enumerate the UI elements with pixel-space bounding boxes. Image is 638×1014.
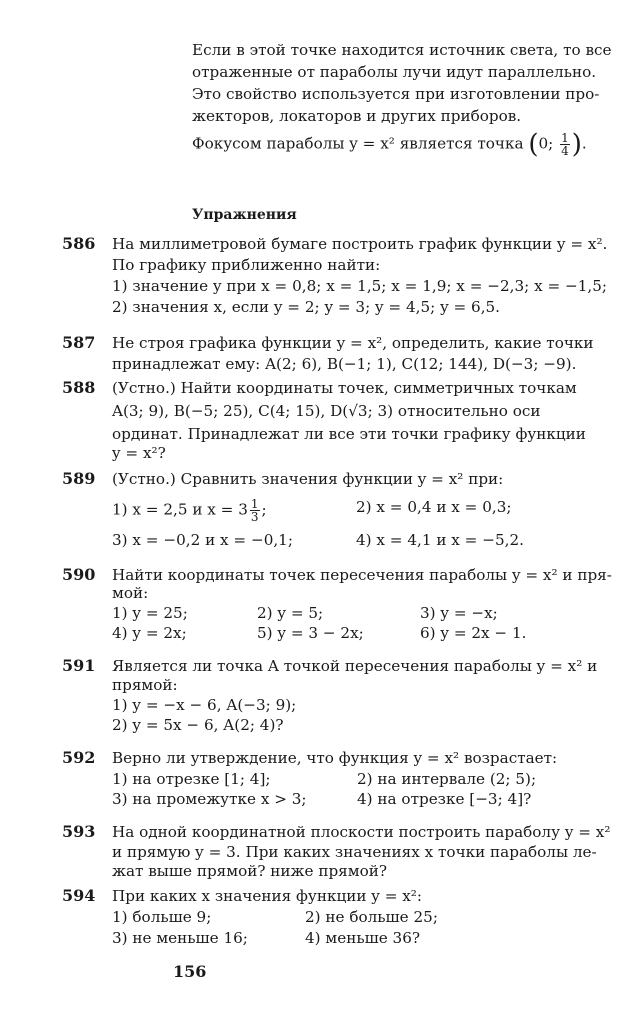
intro-line-3: Это свойство используется при изготовлении про- — [192, 85, 600, 103]
ex593-line-1: На одной координатной плоскости построить параболу y = x² — [112, 823, 611, 841]
ex589-fraction: $\frac{1}{3}$ — [250, 497, 259, 524]
ex587-line-2: принадлежат ему: A(2; 6), B(−1; 1), C(12; 144), D(−3; −9). — [112, 355, 577, 373]
ex586-line-1: На миллиметровой бумаге построить график функции y = x². — [112, 235, 608, 253]
ex590-item-1: 1) y = 25; — [112, 604, 188, 622]
ex591-line-3: 1) y = −x − 6, A(−3; 9); — [112, 696, 297, 714]
ex590-item-4: 4) y = 2x; — [112, 624, 187, 642]
ex592-item-4: 4) на отрезке [−3; 4]? — [357, 790, 532, 808]
ex591-line-1: Является ли точка A точкой пересечения параболы y = x² и — [112, 657, 598, 675]
ex592-item-3: 3) на промежутке x > 3; — [112, 790, 307, 808]
exercise-number-590: 590 — [62, 565, 96, 584]
ex587-line-1: Не строя графика функции y = x², определить, какие точки — [112, 334, 594, 352]
ex588-line-3: ординат. Принадлежат ли все эти точки графику функции — [112, 425, 586, 443]
focus-prefix: Фокусом параболы y = x² является точка — [192, 134, 524, 153]
ex589-item-2: 2) x = 0,4 и x = 0,3; — [356, 498, 512, 516]
ex590-line-1: Найти координаты точек пересечения параболы y = x² и пря- — [112, 566, 612, 584]
page-number: 156 — [173, 962, 207, 981]
section-title: Упражнения — [192, 207, 297, 223]
focus-point-start: 0; — [538, 134, 554, 153]
intro-line-1: Если в этой точке находится источник света, то все — [192, 41, 612, 59]
ex586-line-3: 1) значение y при x = 0,8; x = 1,5; x = 1,9; x = −2,3; x = −1,5; — [112, 277, 608, 295]
focus-statement: Фокусом параболы y = x² является точка (0; $\frac{1}{4}$ ). — [192, 129, 587, 160]
focus-fraction: $\frac{1}{4}$ — [561, 131, 569, 158]
ex586-line-2: По графику приближенно найти: — [112, 256, 381, 274]
ex590-item-2: 2) y = 5; — [257, 604, 324, 622]
exercise-number-587: 587 — [62, 333, 96, 352]
ex591-line-2: прямой: — [112, 676, 178, 694]
ex586-line-4: 2) значения x, если y = 2; y = 3; y = 4,5; y = 6,5. — [112, 298, 501, 316]
ex594-line-1: При каких x значения функции y = x²: — [112, 887, 423, 905]
ex588-line-2: A(3; 9), B(−5; 25), C(4; 15), D(√3; 3) относительно оси — [112, 402, 541, 420]
exercise-number-591: 591 — [62, 656, 96, 675]
exercise-number-586: 586 — [62, 234, 96, 253]
intro-line-2: отраженные от параболы лучи идут параллельно. — [192, 63, 597, 81]
ex588-line-4: y = x²? — [112, 444, 166, 462]
ex589-item-4: 4) x = 4,1 и x = −5,2. — [356, 531, 524, 549]
exercise-number-592: 592 — [62, 748, 96, 767]
exercise-number-593: 593 — [62, 822, 96, 841]
ex594-item-3: 3) не меньше 16; — [112, 929, 248, 947]
ex594-item-1: 1) больше 9; — [112, 908, 212, 926]
ex590-line-2: мой: — [112, 584, 149, 602]
ex592-line-1: Верно ли утверждение, что функция y = x² возрастает: — [112, 749, 558, 767]
ex592-item-2: 2) на интервале (2; 5); — [357, 770, 537, 788]
exercise-number-594: 594 — [62, 886, 96, 905]
exercise-number-588: 588 — [62, 378, 96, 397]
ex589-item-3: 3) x = −0,2 и x = −0,1; — [112, 531, 293, 549]
ex590-item-6: 6) y = 2x − 1. — [420, 624, 527, 642]
exercise-number-589: 589 — [62, 469, 96, 488]
ex589-item-1: 1) x = 2,5 и x = 3 $\frac{1}{3}$ ; — [112, 497, 267, 524]
ex593-line-2: и прямую y = 3. При каких значениях x точки параболы ле- — [112, 843, 597, 861]
ex589-line-1: (Устно.) Сравнить значения функции y = x² при: — [112, 470, 504, 488]
intro-line-4: жекторов, локаторов и других приборов. — [192, 107, 522, 125]
ex588-line-1: (Устно.) Найти координаты точек, симметричных точкам — [112, 379, 577, 397]
ex594-item-4: 4) меньше 36? — [305, 929, 421, 947]
ex593-line-3: жат выше прямой? ниже прямой? — [112, 862, 387, 880]
ex590-item-3: 3) y = −x; — [420, 604, 498, 622]
ex590-item-5: 5) y = 3 − 2x; — [257, 624, 364, 642]
ex594-item-2: 2) не больше 25; — [305, 908, 438, 926]
ex592-item-1: 1) на отрезке [1; 4]; — [112, 770, 271, 788]
focus-end: . — [581, 134, 587, 153]
ex591-line-4: 2) y = 5x − 6, A(2; 4)? — [112, 716, 284, 734]
